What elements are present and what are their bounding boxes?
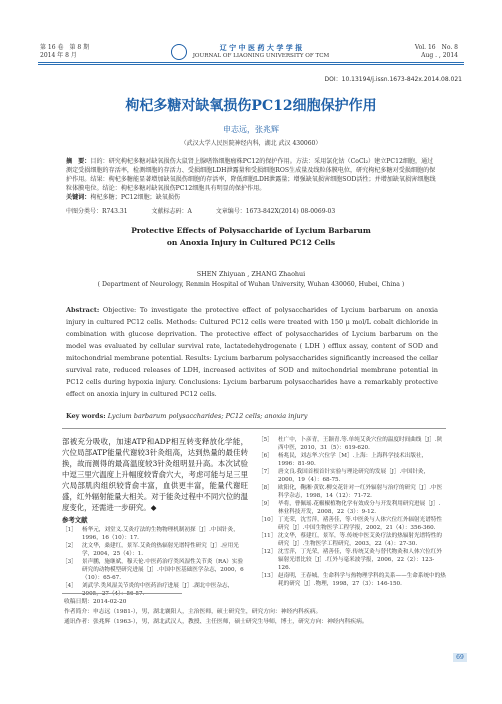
journal-volume-issue <box>40 44 89 60</box>
body-paragraph: 部被充分吸收，加速ATP和ADP相互转变释放化学能，穴位局部ATP能量代谢较3针灸组高，达到热量的最佳转换，故而测得的最高温度较3针灸组明显升高。本次试验中逗三里穴温度上升幅度较背俞穴大，考虑可能与足三里穴局部肌肉组织较背俞丰富，血供更丰富，能量代谢旺盛，红外辐射能量大相关。对于能灸过程中不同穴位的温度变化，还需进一步研究。◆ <box>62 437 248 512</box>
keywords-zh-label: 关键词： <box>66 194 91 201</box>
reference-item: ［4］ 刘武学.类风湿关节炎的中医药治疗进展［J］.湖北中医杂志，2005，27（4）：56-57. <box>62 583 234 597</box>
journal-title-zh: 辽 宁 中 医 药 大 学 学 报 <box>219 43 303 52</box>
reference-item: ［12］ 沈雪萍，丁光荣，褚善佳，等.传统艾灸与替代物灸和人体穴位红外辐射光谱比较［J］.红外与毫米波学报，2006，22（2）：123-126. <box>258 549 442 571</box>
issue-date: 2014 年 8 月 <box>40 52 77 59</box>
journal-title-en: JOURNAL OF LIAONING UNIVERSITY OF TCM <box>192 53 330 59</box>
affiliation-en: ( Department of Neurology, Renmin Hospital of Wuhan University, Wuhan 430060, Hubei, China ) <box>97 281 405 288</box>
references-list-left <box>62 526 248 598</box>
journal-emblem-icon <box>171 44 187 60</box>
references-heading: 参考文献 <box>62 516 88 524</box>
reference-item: ［10］ 丁光荣，沈雪萍，褚善佳，等.中医灸与人体穴位红外辐射光谱特性研究［J］.中国生物医学工程学报，2002，21（4）：356-360. <box>258 517 442 531</box>
left-column <box>62 436 248 598</box>
header-rule-2 <box>38 64 464 65</box>
page-number: 69 <box>453 653 467 662</box>
abstract-en-text: Objective: To investigate the protective effect of polysaccharides of Lycium barbarum on anoxia injury in cultured PC12 cells. Methods: Cultured PC12 cells were treated with 150 μ mol/L cobalt dichloride in combination with glucose deprivation. The protective effect of polysaccharides of Lycium barbarum on the model was evaluated by cellular survival rate, lactatedehydrogenate ( LDH ) efflux assay, content of SOD and mitochondrial membrane potential. Results: Lycium barbarum polysaccharides significantly increased the cellar survival rate, reduced releases of LDH, increased activites of SOD and mitochondrial membrane potential in PC12 cells during hypoxia injury. Conclusions: Lycium barbarum polysaccharides have a remarkably protective effect on anoxia injury in cultured PC12 cells. <box>66 306 438 398</box>
authors-zh: 申志远，张兆辉 <box>223 125 279 134</box>
reference-item: ［7］ 唐文良.我国首根首针实验与理论研究的发展［J］.中国针灸，2000，19（4）：68-75. <box>258 469 430 483</box>
references-list-right <box>258 436 446 588</box>
reference-item: ［2］ 沈文华，桑建红，景军.艾灸的热辐射光谱特性研究［J］.应用光学，2004，25（4）：1. <box>62 543 239 557</box>
volume-issue: 第 16 卷 第 8 期 <box>40 44 90 51</box>
keywords-en <box>66 412 438 420</box>
received-date: 收稿日期：2014-02-20 <box>64 599 127 605</box>
abstract-zh-label: 摘 要： <box>66 158 91 165</box>
reference-item: ［8］ 欧阳化，鞠湘·黄钦.柳交花针对一红外辐射与治疗的研究［J］.中医科学杂志，1998，14（12）：71-72. <box>258 485 443 499</box>
article-title-zh: 枸杞多糖对缺氧损伤PC12细胞保护作用 <box>125 98 377 114</box>
article-title-en-line2: on Anoxia Injury in Cultured PC12 Cells <box>166 238 336 247</box>
author-bio: 作者简介：申志远（1981-），男，湖北襄阳人，主治医师，硕士研究生，研究方向：神经内科疾病。 <box>64 609 322 615</box>
authors-en: SHEN Zhiyuan , ZHANG Zhaohui <box>196 270 306 278</box>
keywords-zh: 枸杞多糖；PC12细胞；缺氧损伤 <box>90 194 181 201</box>
affiliation-zh: （武汉大学人民医院神经内科，湖北 武汉 430060） <box>180 140 322 147</box>
doi: DOI：10.13194/j.issn.1673-842x.2014.08.021 <box>324 76 462 83</box>
classification-line <box>66 206 438 215</box>
abstract-zh-text: 目的：研究枸杞多糖对缺氧损伤大鼠肾上腺嗜铬细胞瘤株PC12的保护作用。方法：采用氯化钴（CoCl₂）建立PC12细胞，通过测定受损细胞的存活率，检测细胞的存活力、受损细胞LDH泄露量和受损细胞ROS生成量及线粒体膜电位，研究枸杞多糖对受损细胞的保护作用。结果：枸杞多糖能显著增加缺氧损伤细胞的存活率，降低细胞LDH泄露量；增强缺氧损害细胞SOD活性；并增加缺氧损害细胞线粒体膜电位。结论：枸杞多糖对缺氧损伤PC12细胞具有明显的保护作用。 <box>66 158 436 192</box>
footnote-rule <box>62 593 182 594</box>
footnotes <box>64 597 444 627</box>
reference-item: ［9］ 毕将，曹佩瑶.花椒椒植物化学有效成分与开发利用研究进展［J］.林业科技开发，2008，22（3）：9-12. <box>258 501 441 515</box>
article-title-en-line1: Protective Effects of Polysaccharide of Lycium Barbarum <box>131 226 371 235</box>
document-code: 文献标志码：A <box>151 208 192 215</box>
journal-title <box>150 44 350 60</box>
reference-item: ［3］ 景声鹏，施继斌，穆天伦.中医药治疗类风湿性关节炎（RA）实验研究的动物模型研究进展［J］.中国中医基础医学杂志，2000，6（10）：65-67. <box>62 559 244 581</box>
reference-item: ［6］ 杨兆民，刘志华.穴位学［M］.上海：上海科学技术出版社，1996：81-90. <box>258 453 428 467</box>
keywords-en-text: Lycium barbarum polysaccharides; PC12 cells; anoxia injury <box>107 412 308 420</box>
clc-number: 中图分类号：R743.31 <box>66 208 128 215</box>
reference-item: ［5］ 杜广中，卜彦青，王颖青.等.单纯艾灸穴位的温度时间曲线［J］.陕西中医，2010，31（5）：619-620. <box>258 437 443 451</box>
reference-item: ［11］ 沈文华，蔡建红，景军，等.传统中医艾灸疗法的热辐射光谱特性的研究［J］.生物医学工程研究，2003，22（4）：27-30. <box>258 533 442 547</box>
section-divider <box>62 428 446 429</box>
corresponding-author: 通讯作者：张兆辉（1963-），男，湖北武汉人，教授、主任医师，硕士研究生导师，博士，研究方向：神经内科疾病。 <box>64 619 368 625</box>
article-title-en <box>0 225 502 249</box>
abstract-en-label: Abstract: <box>66 306 100 314</box>
abstract-zh <box>66 157 438 202</box>
article-number: 文章编号：1673-842X(2014) 08-0069-03 <box>215 208 336 215</box>
reference-item: ［1］ 杨华元，刘堂义.艾灸疗法的生物物理机制初探［J］.中国针灸，1996，16（10）：17. <box>62 527 239 541</box>
header-rule <box>38 62 464 63</box>
keywords-en-label: Key words: <box>66 412 106 420</box>
volume-en: Vol. 16 No. 8 <box>414 44 458 51</box>
issue-date-en: Aug . , 2014 <box>421 52 458 59</box>
reference-item: ［13］ 赵南明，王春城，生命科学与热物理学科的关系——生命系统中的热耗的研究［J］.物理，1998，27（3）：146-150. <box>258 573 446 587</box>
journal-volume-en <box>415 44 458 60</box>
abstract-en <box>66 304 438 400</box>
